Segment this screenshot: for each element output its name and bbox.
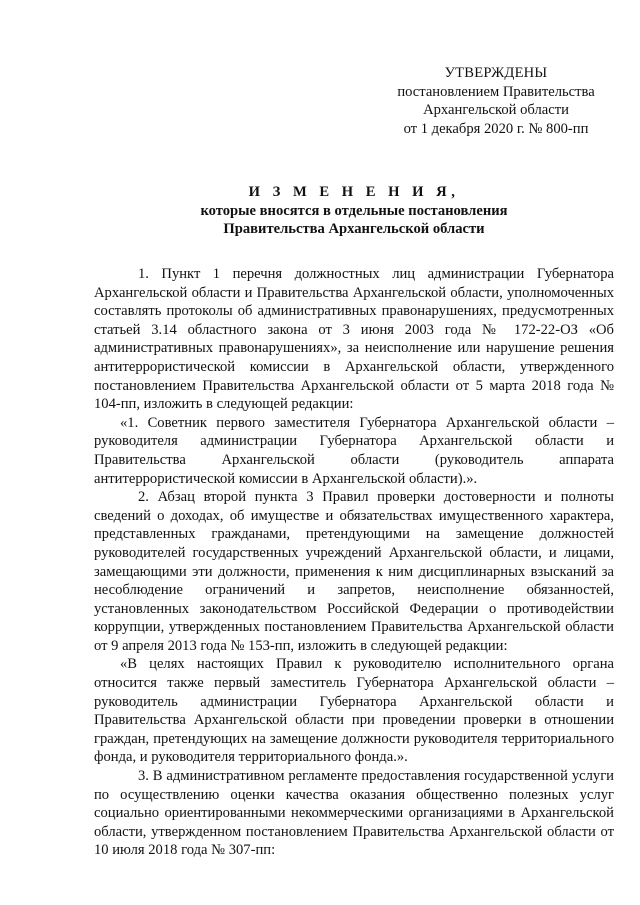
approval-line: постановлением Правительства	[397, 83, 595, 100]
title-main: И З М Е Н Е Н И Я,	[248, 184, 460, 200]
paragraph-1: 1. Пункт 1 перечня должностных лиц администрации Губернатора Архангельской области и Правительства Архангельской области, уполномоченных составлять протоколы об административных правонарушениях, предусмотренных статьей 3.14 областного закона от 3 июня 2003 года № 172-22-ОЗ «Об административных правонарушениях», за неисполнение или нарушение решения антитеррористической комиссии в Архангельской области, утвержденного постановлением Правительства Архангельской области от 5 марта 2018 года № 104-пп, изложить в следующей редакции:	[94, 266, 614, 413]
title-subtitle: Правительства Архангельской области	[223, 221, 485, 238]
document-title	[94, 183, 614, 239]
paragraph-3: 3. В административном регламенте предоставления государственной услуги по осуществлению оценки качества оказания общественно полезных услуг социально ориентированными некоммерческими организациями в Архангельской области, утвержденном постановлением Правительства Архангельской области от 10 июля 2018 года № 307-пп:	[94, 768, 614, 859]
title-subtitle: которые вносятся в отдельные постановления	[200, 202, 508, 219]
quoted-text-1: «1. Советник первого заместителя Губернатора Архангельской области – руководителя администрации Губернатора Архангельской области и Правительства Архангельской области (руководитель аппарата антитеррористической комиссии в Архангельской области).».	[94, 414, 614, 487]
quoted-text-2: «В целях настоящих Правил к руководителю исполнительного органа относится также первый заместитель Губернатора Архангельской области – руководитель администрации Губернатора Архангельской области и Правительства Архангельской области при проведении проверки в отношении граждан, претендующих на замещение должности руководителя территориального фонда, и руководителя территориального фонда.».	[94, 656, 614, 766]
paragraph-2: 2. Абзац второй пункта 3 Правил проверки достоверности и полноты сведений о доходах, об имуществе и обязательствах имущественного характера, представленных гражданами, претендующими на замещение должностей руководителей государственных учреждений Архангельской области, и лицами, замещающими эти должности, применения к ним дисциплинарных взысканий за несоблюдение ограничений и запретов, неисполнение обязанностей, установленных законодательством Российской Федерации о противодействии коррупции, утвержденных постановлением Правительства Архангельской области от 9 апреля 2013 года № 153-пп, изложить в следующей редакции:	[94, 489, 614, 654]
approval-line: Архангельской области	[423, 102, 569, 119]
approval-block	[376, 64, 616, 138]
document-body	[94, 265, 614, 860]
approval-line: от 1 декабря 2020 г. № 800-пп	[403, 120, 589, 137]
approval-heading: УТВЕРЖДЕНЫ	[444, 65, 548, 81]
